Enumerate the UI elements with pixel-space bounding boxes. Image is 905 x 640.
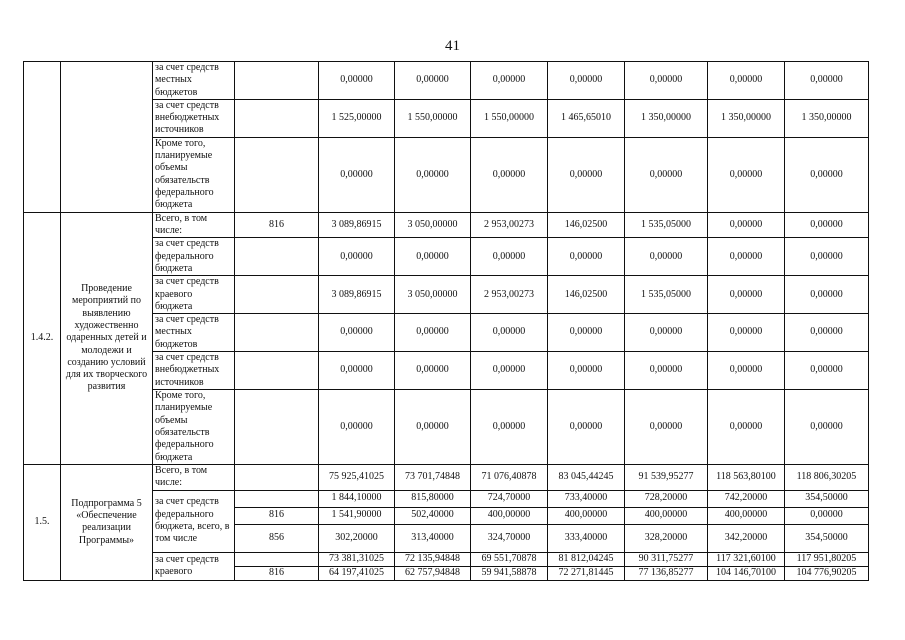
value-cell: 0,00000 [708,389,785,464]
value-cell: 302,20000 [319,524,395,552]
value-cell: 59 941,58878 [471,566,548,580]
value-cell: 0,00000 [785,137,869,212]
value-cell: 0,00000 [785,314,869,352]
value-cell: 0,00000 [395,314,471,352]
funding-source: за счет средств внебюджетных источников [155,99,220,136]
value-cell: 0,00000 [471,389,548,464]
value-cell: 0,00000 [625,137,708,212]
value-cell: 742,20000 [708,490,785,507]
value-cell: 0,00000 [471,238,548,276]
value-cell: 0,00000 [548,62,625,100]
grbs-code [235,238,319,276]
row-code [24,62,61,213]
grbs-code [235,490,319,507]
row-name: Проведение мероприятий по выявлению художественно одаренных детей и молодежи и созданию условий для их творческого развития [61,212,153,464]
value-cell: 1 550,00000 [471,99,548,137]
value-cell: 0,00000 [785,238,869,276]
value-cell: 1 465,65010 [548,99,625,137]
grbs-code: 816 [235,507,319,524]
value-cell: 81 812,04245 [548,552,625,566]
value-cell: 62 757,94848 [395,566,471,580]
value-cell: 146,02500 [548,276,625,314]
value-cell: 72 135,94848 [395,552,471,566]
funding-source: за счет средств местных бюджетов [155,62,219,98]
funding-source: за счет средств федерального бюджета, всего, в том числе [155,496,230,545]
table-row [24,212,869,238]
value-cell: 0,00000 [708,352,785,390]
value-cell: 0,00000 [625,62,708,100]
grbs-code [235,137,319,212]
grbs-code [235,276,319,314]
value-cell: 0,00000 [785,507,869,524]
value-cell: 400,00000 [708,507,785,524]
value-cell: 1 525,00000 [319,99,395,137]
value-cell: 815,80000 [395,490,471,507]
value-cell: 324,70000 [471,524,548,552]
value-cell: 0,00000 [548,352,625,390]
value-cell: 118 806,30205 [785,464,869,490]
value-cell: 118 563,80100 [708,464,785,490]
grbs-code: 816 [235,566,319,580]
value-cell: 0,00000 [319,389,395,464]
value-cell: 0,00000 [708,212,785,238]
value-cell: 3 089,86915 [319,212,395,238]
value-cell: 0,00000 [471,137,548,212]
value-cell: 0,00000 [319,238,395,276]
funding-source: за счет средств федерального бюджета [155,238,219,274]
value-cell: 400,00000 [548,507,625,524]
row-name: Подпрограмма 5 «Обеспечение реализации Программы» [61,464,153,580]
funding-source: за счет средств краевого [155,553,219,578]
value-cell: 328,20000 [625,524,708,552]
value-cell: 1 550,00000 [395,99,471,137]
funding-source: Всего, в том числе: [155,212,208,237]
value-cell: 1 844,10000 [319,490,395,507]
value-cell: 1 535,05000 [625,276,708,314]
value-cell: 75 925,41025 [319,464,395,490]
value-cell: 0,00000 [785,389,869,464]
page-number: 41 [445,38,460,54]
value-cell: 0,00000 [548,238,625,276]
grbs-code [235,99,319,137]
value-cell: 0,00000 [548,389,625,464]
row-code: 1.4.2. [24,212,61,464]
value-cell: 90 311,75277 [625,552,708,566]
value-cell: 3 089,86915 [319,276,395,314]
value-cell: 91 539,95277 [625,464,708,490]
table-row [24,62,869,100]
value-cell: 0,00000 [708,314,785,352]
value-cell: 0,00000 [548,314,625,352]
value-cell: 0,00000 [548,137,625,212]
value-cell: 0,00000 [785,276,869,314]
value-cell: 0,00000 [625,352,708,390]
value-cell: 354,50000 [785,490,869,507]
grbs-code [235,314,319,352]
value-cell: 0,00000 [471,352,548,390]
value-cell: 0,00000 [319,62,395,100]
row-name [61,62,153,213]
funding-source: за счет средств местных бюджетов [155,314,219,350]
value-cell: 0,00000 [319,314,395,352]
value-cell: 0,00000 [395,352,471,390]
row-code: 1.5. [24,464,61,580]
grbs-code [235,352,319,390]
value-cell: 146,02500 [548,212,625,238]
value-cell: 71 076,40878 [471,464,548,490]
funding-source: за счет средств внебюджетных источников [155,352,220,388]
value-cell: 104 776,90205 [785,566,869,580]
value-cell: 0,00000 [395,238,471,276]
value-cell: 2 953,00273 [471,212,548,238]
value-cell: 0,00000 [708,137,785,212]
value-cell: 0,00000 [785,212,869,238]
value-cell: 724,70000 [471,490,548,507]
grbs-code [235,552,319,566]
value-cell: 73 381,31025 [319,552,395,566]
value-cell: 0,00000 [395,62,471,100]
value-cell: 0,00000 [625,238,708,276]
value-cell: 733,40000 [548,490,625,507]
value-cell: 333,40000 [548,524,625,552]
value-cell: 0,00000 [471,314,548,352]
grbs-code: 816 [235,212,319,238]
value-cell: 354,50000 [785,524,869,552]
value-cell: 0,00000 [708,238,785,276]
grbs-code [235,62,319,100]
value-cell: 2 953,00273 [471,276,548,314]
value-cell: 3 050,00000 [395,276,471,314]
value-cell: 0,00000 [785,352,869,390]
value-cell: 64 197,41025 [319,566,395,580]
value-cell: 1 350,00000 [785,99,869,137]
value-cell: 0,00000 [785,62,869,100]
value-cell: 72 271,81445 [548,566,625,580]
value-cell: 117 951,80205 [785,552,869,566]
value-cell: 0,00000 [471,62,548,100]
value-cell: 1 350,00000 [708,99,785,137]
value-cell: 0,00000 [395,389,471,464]
value-cell: 502,40000 [395,507,471,524]
value-cell: 0,00000 [625,314,708,352]
budget-table [23,61,869,581]
grbs-code: 856 [235,524,319,552]
value-cell: 0,00000 [708,62,785,100]
value-cell: 77 136,85277 [625,566,708,580]
value-cell: 3 050,00000 [395,212,471,238]
value-cell: 313,40000 [395,524,471,552]
value-cell: 83 045,44245 [548,464,625,490]
value-cell: 1 541,90000 [319,507,395,524]
funding-source: за счет средств краевого бюджета [155,276,219,312]
value-cell: 400,00000 [625,507,708,524]
value-cell: 0,00000 [395,137,471,212]
value-cell: 0,00000 [708,276,785,314]
grbs-code [235,464,319,490]
value-cell: 0,00000 [319,352,395,390]
value-cell: 0,00000 [625,389,708,464]
value-cell: 69 551,70878 [471,552,548,566]
funding-source: Всего, в том числе: [155,464,208,489]
value-cell: 728,20000 [625,490,708,507]
value-cell: 104 146,70100 [708,566,785,580]
value-cell: 1 350,00000 [625,99,708,137]
grbs-code [235,389,319,464]
value-cell: 342,20000 [708,524,785,552]
value-cell: 73 701,74848 [395,464,471,490]
funding-source: Кроме того, планируемые объемы обязательств федерального бюджета [155,137,214,211]
value-cell: 117 321,60100 [708,552,785,566]
funding-source: Кроме того, планируемые объемы обязательств федерального бюджета [155,390,214,463]
value-cell: 400,00000 [471,507,548,524]
value-cell: 0,00000 [319,137,395,212]
value-cell: 1 535,05000 [625,212,708,238]
table-row [24,464,869,490]
